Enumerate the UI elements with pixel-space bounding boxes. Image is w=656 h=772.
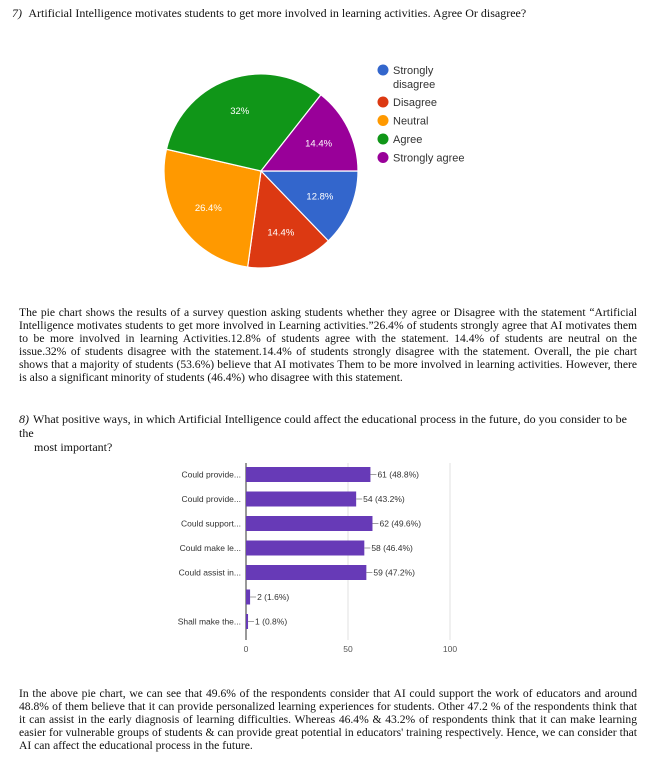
data-label: 1 (0.8%): [255, 616, 288, 627]
category-label: Could provide...: [181, 494, 241, 504]
pie-slice-label: 14.4%: [267, 227, 295, 239]
x-tick-label: 100: [442, 644, 458, 654]
data-label: 2 (1.6%): [257, 592, 290, 602]
legend-swatch: [378, 134, 389, 145]
pie-slice-label: 26.4%: [194, 202, 222, 214]
category-label: Could support...: [180, 518, 241, 529]
bar-chart: [150, 458, 480, 658]
category-label: Shall make the...: [177, 616, 241, 627]
pie-slice-label: 12.8%: [306, 191, 334, 203]
legend-swatch: [378, 65, 389, 76]
question-text-line-1: What positive ways, in which Artificial Intelligence could affect the educational process in the future, do you consider to be the: [19, 412, 627, 440]
x-tick-label: 50: [343, 644, 353, 654]
category-label: Could provide...: [181, 469, 241, 480]
legend-label: Neutral: [393, 115, 429, 128]
legend-swatch: [378, 97, 389, 108]
bar: [246, 565, 366, 580]
data-label: 58 (46.4%): [371, 543, 413, 553]
data-label: 54 (43.2%): [363, 494, 405, 504]
legend-label: Strongly disagree: [393, 65, 436, 91]
question-7: [12, 6, 652, 20]
bar: [246, 516, 372, 531]
pie-chart: [150, 50, 490, 280]
legend-label: Agree: [393, 134, 423, 146]
pie-slice-label: 14.4%: [305, 138, 333, 150]
category-label: Could assist in...: [178, 567, 241, 578]
legend-swatch: [378, 115, 389, 126]
legend-swatch: [378, 152, 389, 163]
pie-chart-description: The pie chart shows the results of a survey question asking students whether they agree or Disagree with the statement “Artificial Intelligence motivates students to get more involved in Learning activities.”26.4% of students strongly agree that AI motivates them to be more involved in learning Activities.12.8% of students agree with the statement. 14.4% of students are neutral on the issue.32% of students disagree with the statement.14.4% of students strongly disagree with the statement. Overall, the pie chart shows that a majority of students (53.6%) believe that AI motivates Them to be more involved in learning activities. However, there is also a significant minority of students (46.4%) who disagree with this statement.: [19, 306, 637, 385]
bar: [246, 467, 370, 482]
data-label: 61 (48.8%): [377, 469, 420, 480]
legend-label: Disagree: [393, 97, 438, 109]
bar: [246, 492, 356, 507]
question-text-line-2: most important?: [34, 440, 113, 454]
data-label: 59 (47.2%): [373, 567, 415, 578]
bar: [246, 590, 250, 605]
x-tick-label: 0: [243, 644, 249, 654]
pie-slice-label: 32%: [230, 106, 250, 118]
question-number: 8): [19, 412, 29, 426]
data-label: 62 (49.6%): [379, 518, 422, 529]
question-number: 7): [12, 6, 22, 20]
category-label: Could make le...: [179, 543, 241, 553]
bar-chart-description: In the above pie chart, we can see that 49.6% of the respondents consider that AI could support the work of educators and around 48.8% of them believe that it can provide personalized learning experiences for students. Other 47.2 % of the respondents think that it can assist in the early diagnosis of learning difficulties. Whereas 46.4% & 43.2% of respondents think that it can make learning easier for vulnerable groups of students & can provide great potential in educators' training respectively. Hence, we can consider that AI can affect the educational process in the future.: [19, 687, 637, 753]
bar: [246, 614, 248, 629]
question-text: Artificial Intelligence motivates students to get more involved in learning activities. Agree Or disagree?: [28, 6, 527, 20]
legend-label: Strongly agree: [393, 152, 465, 165]
question-8: [19, 412, 637, 454]
bar: [246, 541, 364, 556]
